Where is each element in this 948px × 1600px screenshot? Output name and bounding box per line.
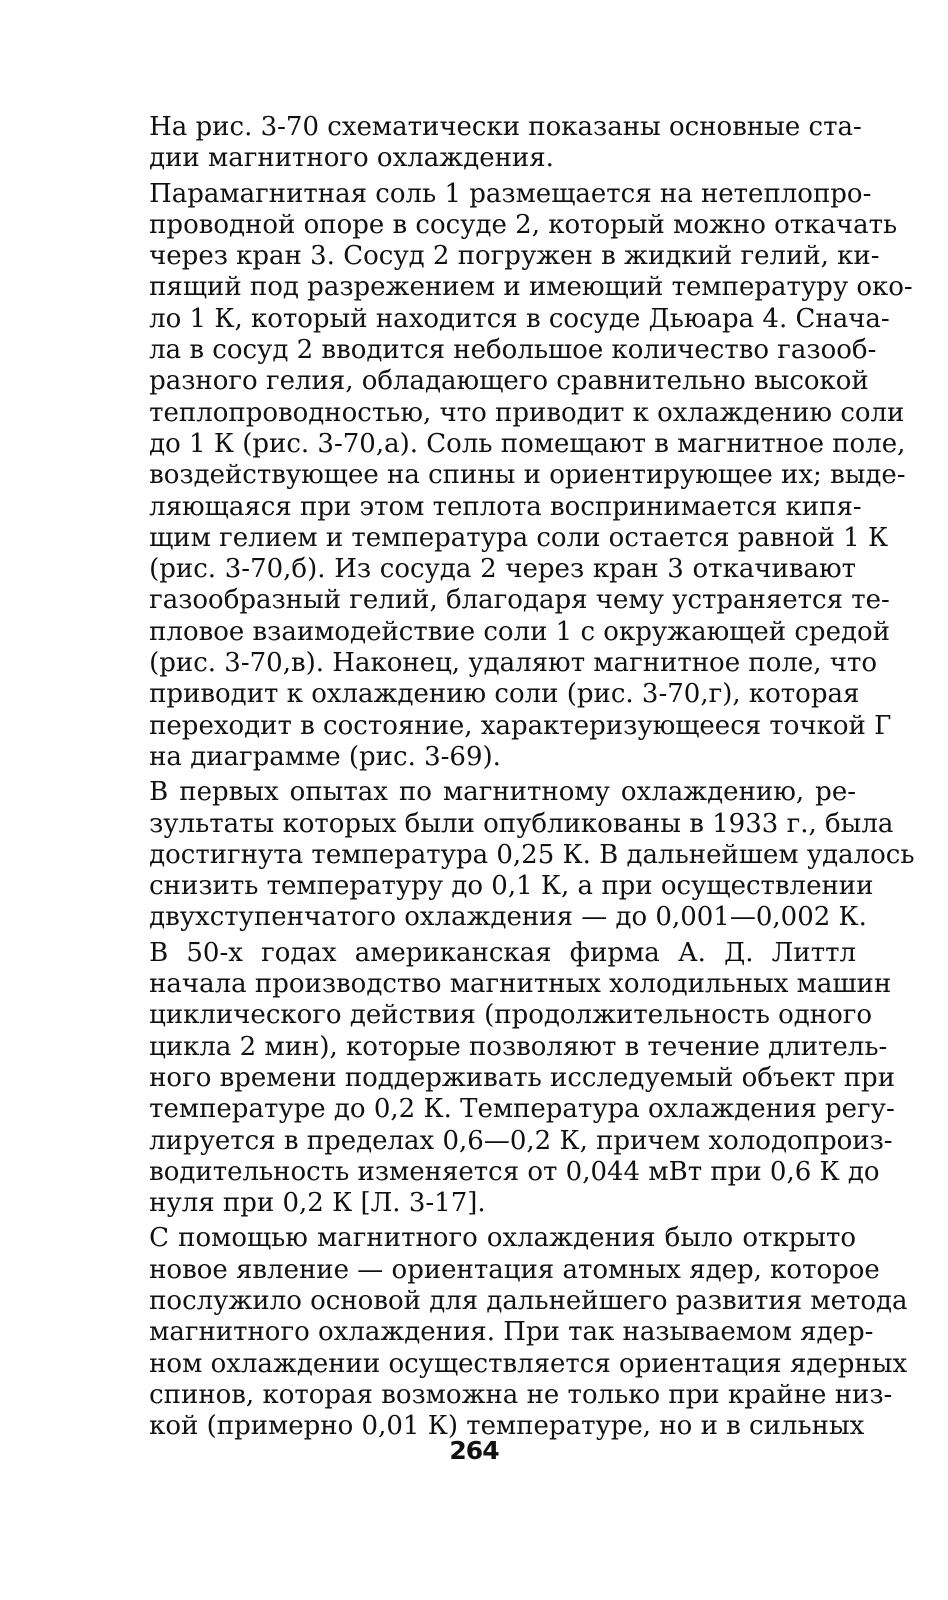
paragraph-little-company xyxy=(88,937,896,1220)
text-line: магнитного охлаждения. При так называемом ядер- xyxy=(149,1317,874,1348)
text-line: приводит к охлаждению соли (рис. 3-70,г), которая xyxy=(149,679,860,710)
text-line: ла в сосуд 2 вводится небольшое количество газооб- xyxy=(149,335,877,366)
text-line: (рис. 3-70,б). Из сосуда 2 через кран 3 откачивают xyxy=(149,554,856,585)
text-line: новое явление — ориентация атомных ядер, которое xyxy=(149,1254,880,1285)
paragraph-nuclear-orientation xyxy=(88,1223,908,1442)
paragraph-stages-intro xyxy=(88,112,862,175)
text-line: достигнута температура 0,25 К. В дальнейшем удалось xyxy=(149,839,915,870)
text-line: начала производство магнитных холодильных машин xyxy=(149,969,892,1000)
text-line: щим гелием и температура соли остается равной 1 К xyxy=(149,522,889,553)
text-line: дии магнитного охлаждения. xyxy=(149,143,554,174)
text-line: газообразный гелий, благодаря чему устраняется те- xyxy=(149,585,890,616)
text-line: Парамагнитная соль 1 размещается на нетеплопро- xyxy=(149,178,872,209)
text-line: теплопроводностью, что приводит к охлаждению соли xyxy=(149,397,905,428)
text-line: пящий под разрежением и имеющий температуру око- xyxy=(149,272,913,303)
page-number: 264 xyxy=(449,1436,499,1465)
text-line: переходит в состояние, характеризующееся точкой Г xyxy=(149,710,892,741)
text-line: С помощью магнитного охлаждения было открыто xyxy=(149,1223,856,1254)
text-line: цикла 2 мин), которые позволяют в течение длитель- xyxy=(149,1031,888,1062)
text-line: спинов, которая возможна не только при крайне низ- xyxy=(149,1379,893,1410)
text-line: разного гелия, обладающего сравнительно высокой xyxy=(149,366,869,397)
text-line: нуля при 0,2 К [Л. 3-17]. xyxy=(149,1188,486,1219)
text-line: кой (примерно 0,01 К) температуре, но и в сильных xyxy=(149,1411,865,1442)
text-line: температуре до 0,2 К. Температура охлаждения регу- xyxy=(149,1094,895,1125)
text-line: водительность изменяется от 0,044 мВт при 0,6 К до xyxy=(149,1156,880,1187)
text-line: зультаты которых были опубликованы в 1933 г., была xyxy=(149,808,894,839)
text-line: циклического действия (продолжительность одного xyxy=(149,1000,873,1031)
text-line: пловое взаимодействие соли 1 с окружающей средой xyxy=(149,616,890,647)
text-line: проводной опоре в сосуде 2, который можно откачать xyxy=(149,209,898,240)
paragraph-first-experiments xyxy=(88,777,915,933)
text-line: воздействующее на спины и ориентирующее их; выде- xyxy=(149,460,906,491)
page-body xyxy=(88,112,915,1442)
text-line: через кран 3. Сосуд 2 погружен в жидкий гелий, ки- xyxy=(149,241,880,272)
text-line: ного времени поддерживать исследуемый объект при xyxy=(149,1062,896,1093)
text-line: до 1 К (рис. 3-70,а). Соль помещают в магнитное поле, xyxy=(149,428,906,459)
text-line: снизить температуру до 0,1 К, а при осуществлении xyxy=(149,871,874,902)
text-line: на диаграмме (рис. 3-69). xyxy=(149,741,501,772)
text-line: В 50-х годах американская фирма А. Д. Литтл xyxy=(149,937,856,968)
text-line: двухступенчатого охлаждения — до 0,001—0,002 К. xyxy=(149,902,867,933)
text-line: ном охлаждении осуществляется ориентация ядерных xyxy=(149,1348,908,1379)
text-line: На рис. 3-70 схематически показаны основные ста- xyxy=(149,112,862,142)
text-line: В первых опытах по магнитному охлаждению, ре- xyxy=(149,777,856,808)
text-line: ло 1 К, который находится в сосуде Дьюара 4. Снача- xyxy=(149,303,890,334)
text-line: послужило основой для дальнейшего развития метода xyxy=(149,1285,908,1316)
text-line: лируется в пределах 0,6—0,2 К, причем холодопроиз- xyxy=(149,1125,893,1156)
text-line: ляющаяся при этом теплота воспринимается кипя- xyxy=(149,491,862,522)
text-line: (рис. 3-70,в). Наконец, удаляют магнитное поле, что xyxy=(149,648,878,679)
paragraph-paramagnetic-salt xyxy=(88,178,913,774)
